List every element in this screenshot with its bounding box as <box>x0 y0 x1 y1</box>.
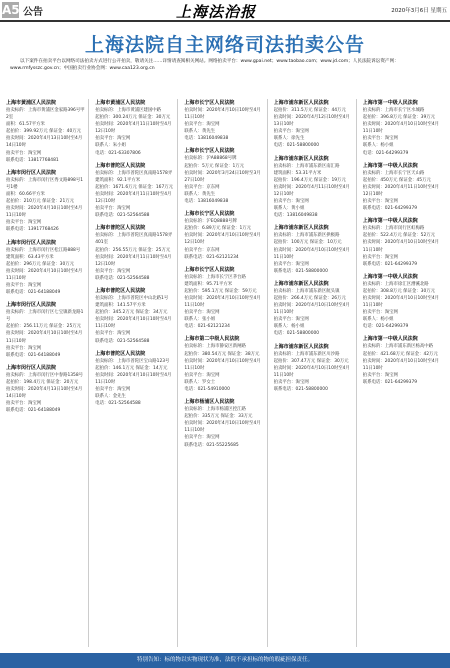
notice-line: 拍卖时间：2020年4月10日10时至4月11日10时 <box>362 295 440 309</box>
notice-line: 拍卖平台：淘宝网 <box>184 310 220 316</box>
notice-court: 上海市闵行区人民法院 <box>6 239 57 246</box>
auction-notice <box>6 239 86 297</box>
notice-body <box>95 295 175 345</box>
auction-notice <box>6 99 86 164</box>
notice-line: 拍卖标的：上海市普陀区中山北路1号 <box>95 295 169 301</box>
notice-line: 联系人：张小姐 <box>184 317 216 323</box>
notice-line: 联系电话：021-58800000 <box>273 387 328 392</box>
notice-line: 联系人：朱小姐 <box>95 143 126 149</box>
notice-body <box>274 351 354 394</box>
notice-line: 拍卖时间：2020年4月10日10时至4月11日10时 <box>184 358 261 371</box>
notice-line: 电话：13816049838 <box>184 136 229 142</box>
notice-line: 起拍价：296万元 保证金：30万元 <box>6 261 75 267</box>
notice-columns <box>6 99 446 647</box>
notice-line: 电话：021-54910000 <box>184 387 230 392</box>
notice-line: 拍卖时间：2020年4月10日10时至4月11日10时 <box>6 331 83 344</box>
notice-line: 拍卖标的：上海市浦东新区川沙路 <box>273 351 340 357</box>
notice-body <box>363 225 444 268</box>
notice-line: 拍卖时间：2020年4月10日10时至4月12日10时 <box>184 233 261 246</box>
notice-line: 拍卖平台：淘宝网 <box>273 379 309 385</box>
notice-line: 起拍价：335万元 保证金：33万元 <box>184 414 253 420</box>
notice-court: 上海市浦东新区人民法院 <box>273 225 329 232</box>
notice-line: 联系电话：021-64188049 <box>6 408 61 414</box>
notice-line: 拍卖标的：上海市浦东新区航头镇 <box>273 288 340 294</box>
auction-notice <box>95 99 175 157</box>
notice-line: 拍卖标的：上海市闵行区七宝镇新龙路1号 <box>6 310 84 323</box>
notice-line: 联系人：杨小姐 <box>362 317 394 323</box>
section-label: 公告 <box>23 7 43 18</box>
notice-line: 拍卖标的：上海市普陀区真南路1578弄401室 <box>95 233 173 246</box>
notice-court: 上海市闵行区人民法院 <box>6 364 57 371</box>
notice-line: 拍卖平台：淘宝网 <box>362 199 398 205</box>
notice-line: 起拍价：196.4万元 保证金：19万元 <box>273 177 346 183</box>
auction-notice <box>184 210 264 261</box>
notice-line: 起拍价：210万元 保证金：21万元 <box>6 199 75 205</box>
notice-line: 起拍价：308.8万元 保证金：30万元 <box>362 288 436 294</box>
notice-line: 拍卖平台：淘宝网 <box>95 331 131 337</box>
notice-line: 拍卖标的：上海市闵行区虹梅路 <box>362 226 425 232</box>
notice-column <box>95 99 178 647</box>
notice-line: 拍卖标的：上海市静安区新闸路 <box>184 344 246 350</box>
notice-court: 上海市第二中级人民法院 <box>184 336 240 343</box>
notice-line: 拍卖时间：2020年4月10日10时至4月11日10时 <box>362 122 440 135</box>
notice-line: 联系电话：13817768481 <box>6 157 59 163</box>
notice-line: 拍卖平台：淘宝网 <box>184 122 220 128</box>
notice-line: 拍卖时间：2020年4月10日10时至4月11日10时 <box>184 108 261 121</box>
notice-line: 拍卖标的：上海市普陀区真南路1578弄 <box>95 170 173 176</box>
notice-line: 拍卖平台：淘宝网 <box>273 199 309 205</box>
notice-line: 建筑面积：53.31平方米 <box>273 170 322 176</box>
auction-notice <box>363 273 444 331</box>
notice-line: 拍卖标的：上海市长宁区天山路 <box>362 170 425 176</box>
notice-body <box>6 247 86 297</box>
notice-court: 上海市浦东新区人民法院 <box>273 100 329 106</box>
notice-court: 上海市黄浦区人民法院 <box>95 100 146 106</box>
notice-line: 拍卖平台：淘宝网 <box>362 372 398 378</box>
newspaper-masthead: 上海法治报 <box>176 3 257 21</box>
notice-line: 联系电话：13917768426 <box>6 227 59 233</box>
notice-line: 拍卖时间：2020年4月10日10时至4月11日10时 <box>6 268 83 281</box>
notice-body <box>184 155 264 205</box>
notice-line: 拍卖平台：淘宝网 <box>184 435 220 441</box>
notice-line: 拍卖平台：淘宝网 <box>95 268 131 274</box>
notice-line: 电话：021-62121234 <box>184 324 230 330</box>
footer-banner: 特别告知：标的物以实物现状为准，法院不承担标的物的瑕疵担保责任。 <box>0 653 450 668</box>
notice-line: 起拍价：399.92万元 保证金：40万元 <box>6 129 82 135</box>
notice-court: 上海市浦东新区人民法院 <box>273 280 329 287</box>
notice-line: 起拍价：307.47万元 保证金：30万元 <box>273 358 349 364</box>
notice-line: 拍卖平台：淘宝网 <box>6 220 42 226</box>
notice-line: 拍卖平台：京东网 <box>184 184 220 190</box>
notice-line: 起拍价：311.5万元 保证金：44万元 <box>273 108 346 113</box>
notice-court: 上海市浦东新区人民法院 <box>273 155 329 162</box>
notice-court: 上海市第一中级人民法院 <box>362 273 418 280</box>
notice-body <box>274 232 354 275</box>
notice-body <box>95 232 175 282</box>
notice-court: 上海市普陀区人民法院 <box>95 287 146 294</box>
notice-line: 拍卖标的：上海市普陀区宝山路123号 <box>95 358 170 364</box>
notice-line: 建筑面积：92.1平方米 <box>95 177 141 183</box>
notice-line: 拍卖平台：淘宝网 <box>273 317 309 323</box>
notice-line: 拍卖时间：2020年4月10日10时至4月11日10时 <box>184 295 261 309</box>
notice-line: 拍卖时间：2020年4月13日10时至4月14日10时 <box>6 387 83 400</box>
notice-body <box>363 281 444 331</box>
notice-column <box>6 99 89 647</box>
auction-notice <box>95 162 175 220</box>
notice-line: 起拍价：6.89万元 保证金：1万元 <box>184 226 252 232</box>
notice-court: 上海市第一中级人民法院 <box>362 100 418 106</box>
notice-body <box>184 274 264 331</box>
notice-line: 联系人：黄先生 <box>184 191 216 197</box>
auction-notice <box>274 99 354 150</box>
notice-line: 联系人：黄先生 <box>184 129 216 135</box>
notice-line: 联系电话：021-64299379 <box>362 379 418 385</box>
auction-notice <box>274 224 354 275</box>
notice-line: 联系电话：021-62121234 <box>184 254 239 260</box>
notice-line: 拍卖标的：上海市徐汇区漕溪北路 <box>362 281 429 287</box>
notice-line: 起拍价：256.11万元 保证金：25万元 <box>6 324 82 330</box>
notice-body <box>95 107 175 157</box>
notice-line: 拍卖平台：京东网 <box>184 247 220 253</box>
page-title: 上海法院自主网络司法拍卖公告 <box>84 34 365 56</box>
notice-line: 起拍价：198.4万元 保证金：20万元 <box>6 379 79 385</box>
page-number-badge: A5 <box>2 3 20 17</box>
notice-body <box>6 309 86 359</box>
auction-notice <box>363 335 444 386</box>
notice-body <box>363 170 444 213</box>
notice-line: 拍卖时间：2020年4月10日10时至4月11日10时 <box>273 247 350 260</box>
page-header <box>0 0 450 22</box>
notice-line: 联系人：杨小姐 <box>362 143 394 149</box>
notice-line: 联系电话：021-64188049 <box>6 352 61 358</box>
notice-line: 起拍价：300.24万元 保证金：30万元 <box>95 115 171 121</box>
notice-line: 电话：13816049838 <box>184 199 229 205</box>
auction-notice <box>274 343 354 394</box>
notice-line: 起拍价：146.1万元 保证金：14万元 <box>95 365 168 371</box>
notice-body <box>184 218 264 261</box>
issue-date: 2020年3月6日 星期五 <box>391 8 447 14</box>
notice-line: 联系电话：021-52564588 <box>95 213 150 219</box>
notice-line: 拍卖平台：淘宝网 <box>95 136 131 142</box>
notice-line: 拍卖平台：淘宝网 <box>184 372 220 378</box>
notice-line: 联系电话：021-52564588 <box>95 338 150 344</box>
notice-line: 拍卖标的：上海市黄浦区金家路396号甲2室 <box>6 108 85 121</box>
auction-notice <box>95 350 175 408</box>
notice-line: 起拍价：380.54万元 保证金：38万元 <box>184 351 260 357</box>
notice-line: 联系人：杨小姐 <box>273 324 305 330</box>
notice-court: 上海市普陀区人民法院 <box>95 225 146 232</box>
notice-line: 面积：61.57平方米 <box>6 122 45 128</box>
notice-line: 拍卖时间：2020年4月10日10时至4月11日10时 <box>273 303 350 316</box>
notice-line: 电话：021-63307806 <box>95 150 141 156</box>
notice-line: 联系电话：021-64188049 <box>6 290 61 296</box>
auction-notice <box>95 287 175 345</box>
notice-line: 拍卖平台：淘宝网 <box>6 401 42 407</box>
notice-column <box>363 99 446 647</box>
auction-notice <box>363 217 444 268</box>
notice-line: 拍卖时间：2020年4月10日10时至4月11日10时 <box>273 365 350 378</box>
auction-notice <box>184 335 264 393</box>
notice-body <box>274 288 354 338</box>
notice-line: 拍卖平台：淘宝网 <box>95 206 131 212</box>
notice-line: 拍卖时间：2020年4月11日10时至4月12日10时 <box>95 191 172 205</box>
notice-line: 拍卖标的：上海市杨浦区控江路 <box>184 407 246 413</box>
notice-body <box>184 107 264 142</box>
notice-court: 上海市第一中级人民法院 <box>362 336 418 343</box>
notice-line: 拍卖平台：淘宝网 <box>6 150 42 156</box>
notice-line: 起拍价：100万元 保证金：10万元 <box>273 240 342 246</box>
notice-line: 拍卖标的：上海市浦东新区南汇路 <box>273 163 340 169</box>
notice-line: 起拍价：522.4万元 保证金：52万元 <box>362 233 436 239</box>
notice-line: 拍卖标的：上海市长宁区水城路 <box>362 108 425 113</box>
notice-line: 起拍价：256.55万元 保证金：25万元 <box>95 247 171 253</box>
notice-line: 拍卖标的：上海市闵行区秀文路898号1号1楼 <box>6 177 84 190</box>
notice-line: 拍卖平台：淘宝网 <box>362 136 398 142</box>
notice-line: 拍卖时间：2020年4月10日10时至4月11日10时 <box>95 317 172 330</box>
notice-line: 起拍价：5万元 保证金：1万元 <box>184 163 245 169</box>
auction-notice <box>363 99 444 157</box>
notice-line: 拍卖时间：2020年4月10日10时至4月11日10时 <box>6 206 83 219</box>
auction-notice <box>6 301 86 359</box>
notice-line: 面积：60.66平方米 <box>6 191 45 197</box>
notice-court: 上海市杨浦区人民法院 <box>184 399 235 406</box>
notice-line: 拍卖标的：上海市闵行区中春路1358号 <box>6 372 84 378</box>
notice-line: 建筑面积：63.43平方米 <box>6 254 54 260</box>
notice-line: 电话：021-64299379 <box>362 150 409 156</box>
notice-line: 电话：021-52564588 <box>95 401 141 407</box>
notice-line: 拍卖平台：淘宝网 <box>362 254 398 260</box>
notice-line: 拍卖时间：2020年3月24日10时至3月27日10时 <box>184 170 261 183</box>
notice-line: 联系人：罗女士 <box>184 379 216 385</box>
notice-line: 联系电话：021-64299379 <box>362 261 418 267</box>
notice-court: 上海市黄浦区人民法院 <box>6 100 57 106</box>
notice-line: 联系电话：021-64299379 <box>362 206 418 212</box>
notice-line: 拍卖标的：上海市黄浦区建国中路 <box>95 108 162 113</box>
notice-line: 电话：021-58800000 <box>273 331 320 337</box>
notice-body <box>274 163 354 220</box>
notice-court: 上海市闵行区人民法院 <box>6 169 57 176</box>
notice-line: 起拍价：421.68万元 保证金：42万元 <box>362 351 438 357</box>
notice-line: 起拍价：450万元 保证金：45万元 <box>362 177 431 183</box>
notice-court: 上海市浦东新区人民法院 <box>273 343 329 350</box>
notice-line: 拍卖时间：2020年4月10日10时至4月11日10时 <box>362 358 440 371</box>
notice-line: 拍卖时间：2020年4月10日10时至4月11日10时 <box>95 372 172 385</box>
notice-body <box>6 372 86 415</box>
notice-body <box>184 343 264 393</box>
notice-column <box>274 99 357 647</box>
notice-line: 拍卖标的：上海市浦东新区杨高中路 <box>362 344 434 350</box>
notice-body <box>95 170 175 220</box>
notice-line: 拍卖时间：2020年4月11日10时至4月12日10时 <box>273 184 350 197</box>
notice-line: 起拍价：266.4万元 保证金：26万元 <box>273 295 346 301</box>
auction-notice <box>95 224 175 282</box>
notice-line: 联系人：金先生 <box>95 394 126 400</box>
notice-body <box>363 107 444 157</box>
notice-line: 拍卖平台：淘宝网 <box>362 310 398 316</box>
notice-line: 联系电话：021-52564588 <box>95 275 150 281</box>
notice-line: 拍卖标的：上海市闵行区松江路888号 <box>6 247 81 253</box>
notice-line: 拍卖时间：2020年4月13日10时至4月14日10时 <box>6 136 83 149</box>
notice-line: 拍卖标的：沪EQ8888号牌 <box>184 219 237 225</box>
notice-line: 拍卖标的：上海市浦东新区拱极路 <box>273 233 340 239</box>
notice-body <box>363 343 444 386</box>
notice-court: 上海市闵行区人民法院 <box>6 302 57 309</box>
intro-paragraph: 以下案件在拍卖平台以网络司法拍卖方式进行公开拍卖，敬请关注……详情请查阅相关网站。网络拍卖平台：www.gpai.net；www.taobao.com；www.jd.com；人民法院诉讼资产网：www.rmfysszc.gov.cn；中国拍卖行业协会网：www.caa123.org.cn <box>10 59 399 72</box>
auction-notice <box>274 155 354 220</box>
notice-body <box>6 177 86 234</box>
notice-line: 起拍价：396.8万元 保证金：39万元 <box>362 115 436 121</box>
notice-line: 建筑面积：95.71平方米 <box>184 281 233 287</box>
auction-notice <box>6 364 86 415</box>
notice-line: 联系人：徐先生 <box>273 136 305 142</box>
notice-line: 拍卖时间：2020年4月10日10时至4月11日10时 <box>184 421 261 434</box>
notice-line: 联系电话：021-58800000 <box>273 268 328 274</box>
notice-court: 上海市第一中级人民法院 <box>362 218 418 225</box>
notice-line: 拍卖时间：2020年4月11日10时至4月12日10时 <box>95 122 172 135</box>
notice-line: 起拍价：1671.6万元 保证金：167万元 <box>95 184 174 190</box>
notice-line: 电话：021-64299379 <box>362 324 409 330</box>
notice-line: 建筑面积：141.57平方米 <box>95 303 146 309</box>
notice-line: 拍卖时间：2020年4月10日10时至4月11日10时 <box>362 240 440 253</box>
notice-body <box>6 107 86 164</box>
notice-line: 联系电话：021-55225685 <box>184 442 239 448</box>
auction-notice <box>274 280 354 338</box>
notice-line: 拍卖平台：淘宝网 <box>6 282 42 288</box>
notice-line: 联系人：黄小姐 <box>273 206 305 212</box>
notice-line: 起拍价：595.1万元 保证金：59万元 <box>184 288 257 294</box>
notice-column <box>184 99 267 647</box>
auction-notice <box>184 99 264 142</box>
notice-line: 起拍价：345.2万元 保证金：34万元 <box>95 310 168 316</box>
notice-court: 上海市长宁区人民法院 <box>184 100 235 106</box>
notice-line: 拍卖时间：2020年4月11日10时至4月12日10时 <box>362 184 440 197</box>
notice-court: 上海市普陀区人民法院 <box>95 162 146 169</box>
notice-court: 上海市普陀区人民法院 <box>95 350 146 357</box>
notice-court: 上海市长宁区人民法院 <box>184 266 235 273</box>
auction-notice <box>6 169 86 234</box>
notice-line: 拍卖平台：淘宝网 <box>95 387 131 392</box>
auction-notice <box>184 147 264 205</box>
notice-line: 拍卖时间：2020年4月11日10时至4月12日10时 <box>95 254 172 267</box>
notice-court: 上海市第一中级人民法院 <box>362 162 418 169</box>
auction-notice <box>184 266 264 331</box>
notice-court: 上海市长宁区人民法院 <box>184 148 235 155</box>
notice-line: 拍卖平台：淘宝网 <box>273 129 309 135</box>
notice-line: 拍卖平台：淘宝网 <box>273 261 309 267</box>
notice-court: 上海市长宁区人民法院 <box>184 211 235 218</box>
notice-line: 拍卖时间：2020年4月12日10时至4月13日10时 <box>273 115 350 128</box>
notice-line: 电话：021-58800000 <box>273 143 320 149</box>
auction-notice <box>184 398 264 449</box>
auction-notice <box>363 162 444 213</box>
notice-body <box>274 107 354 150</box>
notice-line: 拍卖平台：淘宝网 <box>6 345 42 351</box>
notice-body <box>184 406 264 449</box>
notice-line: 电话：13816049838 <box>273 213 318 219</box>
notice-body <box>95 358 175 408</box>
notice-line: 拍卖标的：上海市长宁区茅台路 <box>184 274 246 280</box>
notice-line: 拍卖标的：沪A88868号牌 <box>184 156 237 162</box>
